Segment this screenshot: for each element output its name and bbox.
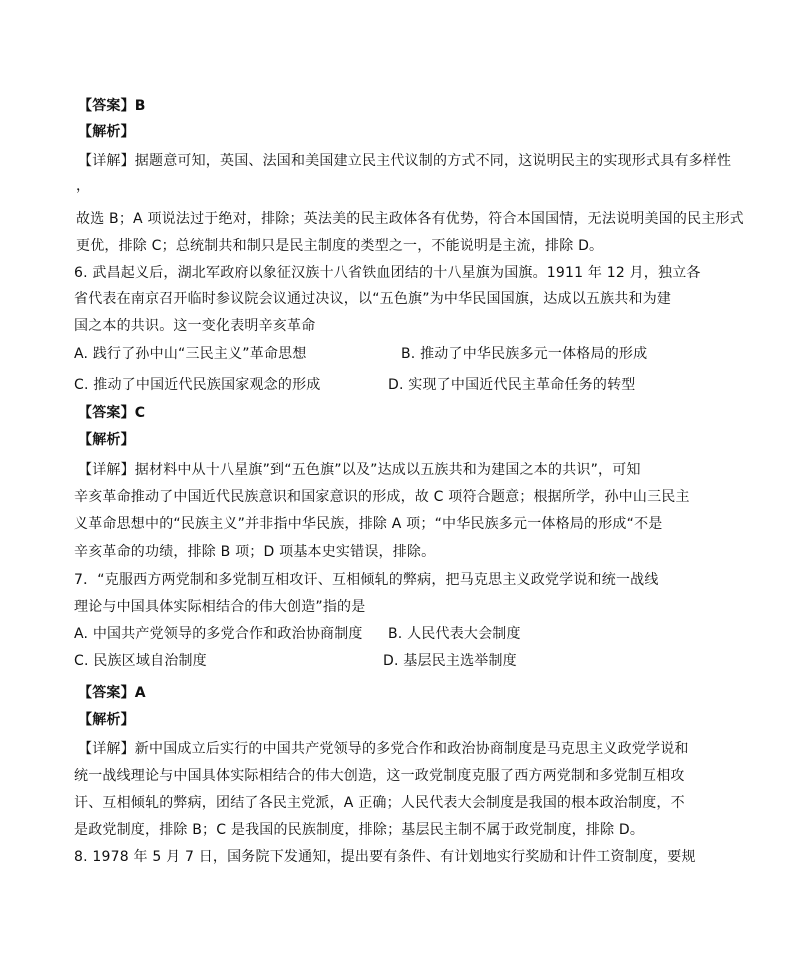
q7-option-a: A. 中国共产党领导的多党合作和政治协商制度 [74, 626, 363, 642]
q5-detail-line-4: 更优，排除 C；总统制共和制只是民主制度的类型之一，不能说明是主流，排除 D。 [76, 238, 604, 254]
q6-stem-line-1: 6. 武昌起义后，湖北军政府以象征汉族十八省铁血团结的十八星旗为国旗。1911 年 12 月，独立各 [74, 265, 701, 281]
q7-option-d: D. 基层民主选举制度 [383, 653, 517, 669]
q6-option-b: B. 推动了中华民族多元一体格局的形成 [401, 346, 648, 362]
q6-option-c: C. 推动了中国近代民族国家观念的形成 [74, 377, 321, 393]
q7-stem-line-1: 7．“克服西方两党制和多党制互相攻讦、互相倾轧的弊病，把马克思主义政党学说和统一战线 [74, 572, 659, 588]
q6-option-d: D. 实现了中国近代民主革命任务的转型 [388, 377, 636, 393]
q6-stem-line-2: 省代表在南京召开临时参议院会议通过决议，以“五色旗”为中华民国国旗，达成以五族共和为建 [74, 291, 672, 307]
q6-stem-line-3: 国之本的共识。这一变化表明辛亥革命 [74, 318, 316, 334]
q7-option-b: B. 人民代表大会制度 [388, 626, 521, 642]
q7-detail-line-4: 是政党制度，排除 B；C 是我国的民族制度，排除；基层民主制不属于政党制度，排除 D。 [74, 822, 645, 838]
q5-answer: 【答案】B [78, 98, 146, 114]
q8-stem-line-1: 8. 1978 年 5 月 7 日，国务院下发通知，提出要有条件、有计划地实行奖励和计件工资制度，要规 [74, 849, 696, 865]
q6-answer: 【答案】C [78, 405, 146, 421]
q6-option-a: A. 践行了孙中山“三民主义”革命思想 [74, 346, 307, 362]
q5-detail-line-2: ， [76, 178, 91, 194]
q7-stem-line-2: 理论与中国具体实际相结合的伟大创造”指的是 [74, 599, 366, 615]
q6-detail-line-1: 【详解】据材料中从十八星旗”到“五色旗”以及”达成以五族共和为建国之本的共识”，可知 [78, 462, 641, 478]
q6-detail-line-4: 辛亥革命的功绩，排除 B 项；D 项基本史实错误，排除。 [74, 544, 436, 560]
q5-detail-line-1: 【详解】据题意可知，英国、法国和美国建立民主代议制的方式不同，这说明民主的实现形式具有多样性 [78, 153, 732, 169]
q7-answer: 【答案】A [78, 685, 146, 701]
q7-detail-line-2: 统一战线理论与中国具体实际相结合的伟大创造，这一政党制度克服了西方两党制和多党制互相攻 [74, 768, 685, 784]
q7-option-c: C. 民族区域自治制度 [74, 653, 207, 669]
q7-analysis-label: 【解析】 [78, 712, 135, 728]
q7-detail-line-1: 【详解】新中国成立后实行的中国共产党领导的多党合作和政治协商制度是马克思主义政党学说和 [78, 741, 689, 757]
q6-detail-line-3: 义革命思想中的“民族主义”并非指中华民族，排除 A 项；“中华民族多元一体格局的形成“不是 [74, 516, 663, 532]
q5-analysis-label: 【解析】 [78, 124, 135, 140]
q7-detail-line-3: 讦、互相倾轧的弊病，团结了各民主党派，A 正确；人民代表大会制度是我国的根本政治制度，不 [74, 795, 685, 811]
q5-detail-line-3: 故选 B；A 项说法过于绝对，排除；英法美的民主政体各有优势，符合本国国情，无法说明美国的民主形式 [76, 211, 744, 227]
q6-detail-line-2: 辛亥革命推动了中国近代民族意识和国家意识的形成，故 C 项符合题意；根据所学，孙中山三民主 [74, 489, 690, 505]
q6-analysis-label: 【解析】 [78, 432, 135, 448]
